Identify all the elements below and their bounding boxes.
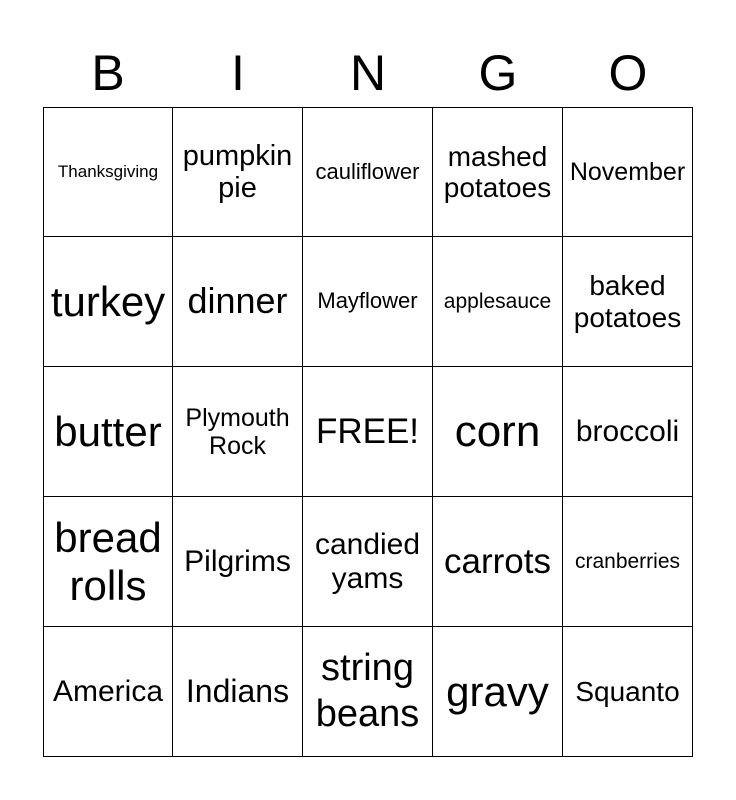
bingo-cell[interactable]: Indians: [173, 627, 303, 757]
bingo-cell[interactable]: broccoli: [563, 367, 693, 497]
bingo-cell[interactable]: butter: [43, 367, 173, 497]
bingo-cell[interactable]: Thanksgiving: [43, 107, 173, 237]
bingo-cell[interactable]: baked potatoes: [563, 237, 693, 367]
bingo-cell[interactable]: gravy: [433, 627, 563, 757]
free-space[interactable]: FREE!: [303, 367, 433, 497]
bingo-cell[interactable]: pumpkin pie: [173, 107, 303, 237]
bingo-cell[interactable]: string beans: [303, 627, 433, 757]
header-letter-i: I: [231, 45, 245, 101]
bingo-cell[interactable]: candied yams: [303, 497, 433, 627]
bingo-cell[interactable]: Mayflower: [303, 237, 433, 367]
header-letter-b: B: [91, 45, 125, 101]
bingo-cell[interactable]: turkey: [43, 237, 173, 367]
header-letter-g: G: [478, 45, 518, 101]
bingo-cell[interactable]: Squanto: [563, 627, 693, 757]
bingo-cell[interactable]: corn: [433, 367, 563, 497]
bingo-board: [43, 107, 693, 757]
header-letter-n: N: [349, 45, 387, 101]
bingo-cell[interactable]: Plymouth Rock: [173, 367, 303, 497]
bingo-cell[interactable]: America: [43, 627, 173, 757]
bingo-cell[interactable]: Pilgrims: [173, 497, 303, 627]
bingo-header: [43, 40, 693, 106]
header-letter-o: O: [608, 45, 648, 101]
bingo-cell[interactable]: applesauce: [433, 237, 563, 367]
bingo-cell[interactable]: carrots: [433, 497, 563, 627]
bingo-cell[interactable]: November: [563, 107, 693, 237]
bingo-cell[interactable]: cauliflower: [303, 107, 433, 237]
bingo-cell[interactable]: mashed potatoes: [433, 107, 563, 237]
bingo-cell[interactable]: cranberries: [563, 497, 693, 627]
bingo-cell[interactable]: bread rolls: [43, 497, 173, 627]
bingo-cell[interactable]: dinner: [173, 237, 303, 367]
